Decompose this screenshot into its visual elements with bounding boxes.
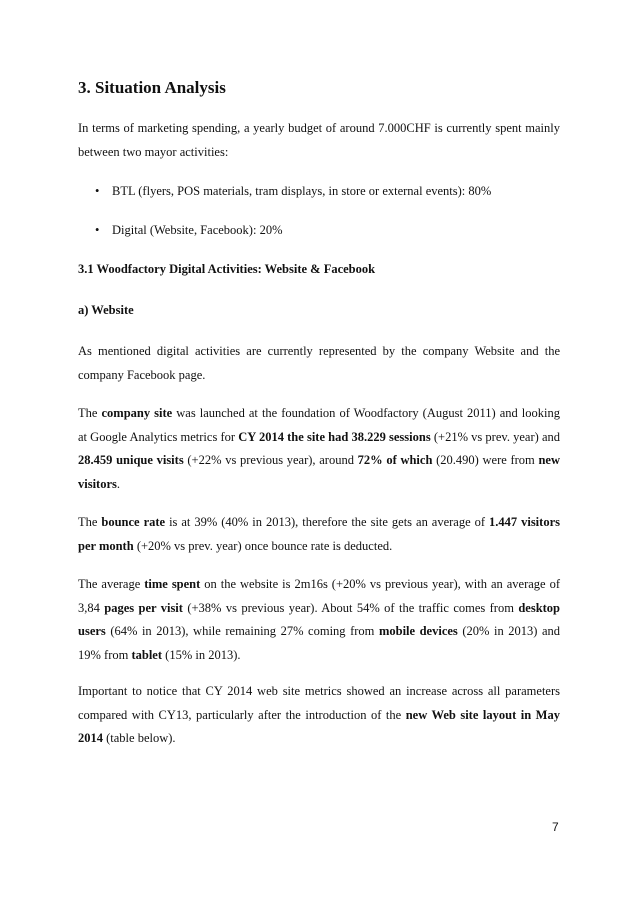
bullet-item-digital <box>95 222 282 238</box>
section-title: 3. Situation Analysis <box>78 78 226 97</box>
mentioned-paragraph: As mentioned digital activities are currently represented by the company Website and the company Facebook page. <box>78 344 560 382</box>
sub-subsection-title: a) Website <box>78 303 134 317</box>
page-number: 7 <box>552 820 559 834</box>
important-paragraph: Important to notice that CY 2014 web site metrics showed an increase across all parameters compared with CY13, particularly after the introduction of the new Web site layout in May 2014 (table below). <box>78 684 560 745</box>
time-spent-paragraph: The average time spent on the website is 2m16s (+20% vs previous year), with an average of 3,84 pages per visit (+38% vs previous year). About 54% of the traffic comes from desktop users (64% in 2013), while remaining 27% coming from mobile devices (20% in 2013) and 19% from tablet (15% in 2013). <box>78 577 561 662</box>
subsection-title: 3.1 Woodfactory Digital Activities: Website & Facebook <box>78 262 376 276</box>
bullet-icon: • <box>95 223 100 237</box>
bullet-text: Digital (Website, Facebook): 20% <box>112 223 283 237</box>
company-site-paragraph: The company site was launched at the foundation of Woodfactory (August 2011) and looking at Google Analytics metrics for CY 2014 the site had 38.229 sessions (+21% vs prev. year) and 28.459 unique visits (+22% vs previous year), around 72% of which (20.490) were from new visitors. <box>78 406 561 491</box>
bullet-icon: • <box>95 184 100 198</box>
bounce-rate-paragraph: The bounce rate is at 39% (40% in 2013), therefore the site gets an average of 1.447 visitors per month (+20% vs prev. year) once bounce rate is deducted. <box>78 515 560 553</box>
intro-paragraph: In terms of marketing spending, a yearly budget of around 7.000CHF is currently spent mainly between two mayor activities: <box>78 121 560 159</box>
bullet-text: BTL (flyers, POS materials, tram displays, in store or external events): 80% <box>112 184 492 198</box>
bullet-item-btl <box>95 183 491 199</box>
